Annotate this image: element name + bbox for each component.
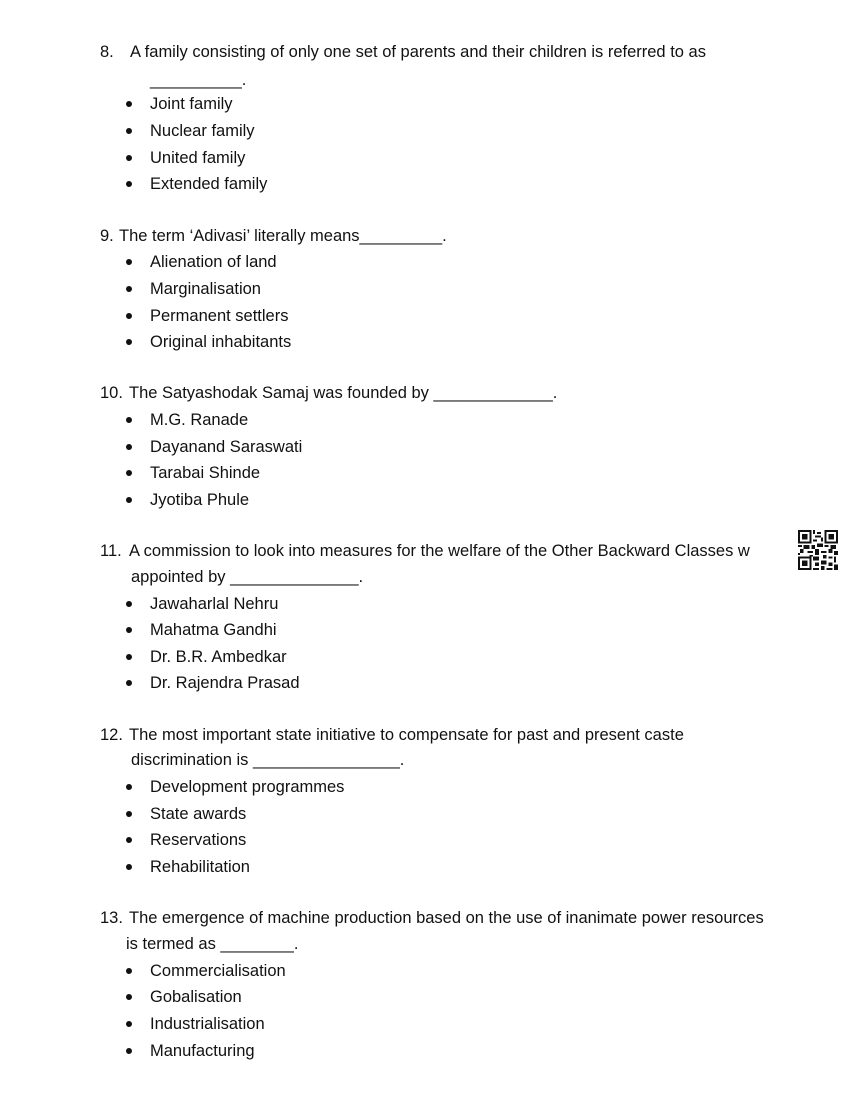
option: Extended family — [150, 175, 268, 193]
bullet-icon — [126, 417, 132, 423]
bullet-icon — [126, 811, 132, 817]
question-number: 13. — [100, 909, 123, 927]
question-text: A family consisting of only one set of parents and their children is referred to as — [130, 43, 706, 61]
option: Alienation of land — [150, 253, 277, 271]
option: Mahatma Gandhi — [150, 621, 277, 639]
bullet-icon — [126, 286, 132, 292]
qr-code-icon — [798, 530, 838, 570]
option: Dr. B.R. Ambedkar — [150, 648, 287, 666]
question-text: A commission to look into measures for the welfare of the Other Backward Classes w — [129, 542, 750, 560]
option: Dr. Rajendra Prasad — [150, 674, 300, 692]
question-number: 12. — [100, 726, 123, 744]
bullet-icon — [126, 1048, 132, 1054]
option: Dayanand Saraswati — [150, 438, 303, 456]
question-text-continued: __________. — [150, 71, 247, 89]
option: Permanent settlers — [150, 307, 289, 325]
bullet-icon — [126, 259, 132, 265]
question-text-continued: appointed by ______________. — [131, 568, 364, 586]
question-text-continued: discrimination is ________________. — [131, 751, 405, 769]
bullet-icon — [126, 101, 132, 107]
bullet-icon — [126, 968, 132, 974]
option: State awards — [150, 805, 247, 823]
option: Original inhabitants — [150, 333, 292, 351]
bullet-icon — [126, 181, 132, 187]
question-number: 9. — [100, 227, 114, 245]
option: Jyotiba Phule — [150, 491, 250, 509]
bullet-icon — [126, 837, 132, 843]
question-text: The most important state initiative to compensate for past and present caste — [129, 726, 684, 744]
bullet-icon — [126, 339, 132, 345]
bullet-icon — [126, 155, 132, 161]
option: Reservations — [150, 831, 247, 849]
bullet-icon — [126, 654, 132, 660]
bullet-icon — [126, 864, 132, 870]
question-text: The term ‘Adivasi’ literally means_________. — [119, 227, 447, 245]
bullet-icon — [126, 1021, 132, 1027]
question-number: 11. — [100, 542, 122, 560]
bullet-icon — [126, 313, 132, 319]
bullet-icon — [126, 470, 132, 476]
bullet-icon — [126, 994, 132, 1000]
option: United family — [150, 149, 246, 167]
option: Tarabai Shinde — [150, 464, 261, 482]
bullet-icon — [126, 627, 132, 633]
question-text: The Satyashodak Samaj was founded by _____________. — [129, 384, 558, 402]
option: Marginalisation — [150, 280, 261, 298]
question-text: The emergence of machine production based on the use of inanimate power resources — [129, 909, 764, 927]
question-number: 8. — [100, 43, 114, 61]
option: Nuclear family — [150, 122, 255, 140]
bullet-icon — [126, 680, 132, 686]
option: Commercialisation — [150, 962, 286, 980]
bullet-icon — [126, 601, 132, 607]
option: Manufacturing — [150, 1042, 255, 1060]
option: Development programmes — [150, 778, 345, 796]
option: Industrialisation — [150, 1015, 265, 1033]
option: Joint family — [150, 95, 233, 113]
question-text-continued: is termed as ________. — [126, 935, 299, 953]
option: Rehabilitation — [150, 858, 250, 876]
bullet-icon — [126, 497, 132, 503]
option: M.G. Ranade — [150, 411, 249, 429]
question-number: 10. — [100, 384, 123, 402]
option: Jawaharlal Nehru — [150, 595, 279, 613]
option: Gobalisation — [150, 988, 242, 1006]
bullet-icon — [126, 128, 132, 134]
bullet-icon — [126, 784, 132, 790]
bullet-icon — [126, 444, 132, 450]
